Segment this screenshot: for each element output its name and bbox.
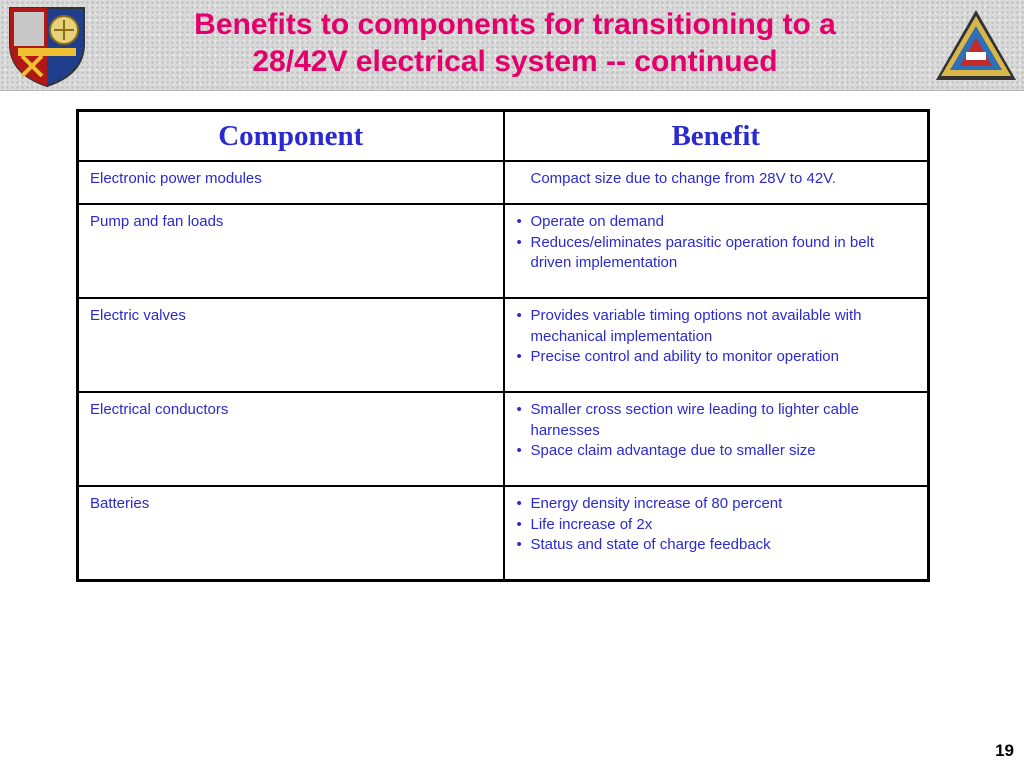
benefit-cell bbox=[504, 298, 929, 392]
slide-title-line-2: 28/42V electrical system -- continued bbox=[252, 45, 778, 78]
table-row bbox=[78, 486, 929, 581]
bullet-icon: • bbox=[516, 213, 522, 230]
bullet-icon: • bbox=[516, 515, 522, 533]
benefit-cell bbox=[504, 161, 929, 204]
benefit-item bbox=[516, 441, 918, 462]
benefit-item bbox=[516, 535, 918, 556]
benefit-item bbox=[516, 400, 918, 441]
bullet-icon: • bbox=[516, 536, 522, 553]
benefit-text: Space claim advantage due to smaller size bbox=[530, 442, 816, 459]
triangle-emblem-logo bbox=[934, 8, 1018, 84]
benefit-text: Reduces/eliminates parasitic operation found in belt driven implementation bbox=[530, 233, 875, 271]
table-row bbox=[78, 298, 929, 392]
page-number: 19 bbox=[995, 741, 1014, 760]
bullet-icon: • bbox=[516, 233, 522, 251]
benefit-text: Provides variable timing options not available with mechanical implementation bbox=[530, 307, 862, 345]
title-banner bbox=[0, 0, 1024, 91]
benefit-item bbox=[516, 494, 918, 515]
benefit-item bbox=[516, 515, 918, 536]
benefit-item bbox=[516, 306, 918, 347]
benefit-item bbox=[516, 212, 918, 233]
benefit-text: Smaller cross section wire leading to lighter cable harnesses bbox=[530, 401, 859, 439]
component-cell: Pump and fan loads bbox=[78, 204, 504, 298]
component-cell: Batteries bbox=[78, 486, 504, 581]
table-row bbox=[78, 204, 929, 298]
table-row bbox=[78, 392, 929, 486]
benefit-cell bbox=[504, 392, 929, 486]
table-row bbox=[78, 161, 929, 204]
bullet-icon: • bbox=[516, 348, 522, 365]
military-crest-logo bbox=[4, 2, 90, 88]
benefit-cell bbox=[504, 204, 929, 298]
bullet-icon: • bbox=[516, 401, 522, 418]
component-cell: Electrical conductors bbox=[78, 392, 504, 486]
benefit-item bbox=[516, 347, 918, 368]
benefit-text: Status and state of charge feedback bbox=[530, 536, 771, 553]
slide-title-line-1: Benefits to components for transitioning to a bbox=[194, 8, 836, 41]
benefit-text: Compact size due to change from 28V to 42V. bbox=[530, 170, 836, 187]
benefit-text: Life increase of 2x bbox=[530, 515, 653, 533]
component-cell: Electric valves bbox=[78, 298, 504, 392]
component-cell: Electronic power modules bbox=[78, 161, 504, 204]
benefits-table bbox=[76, 109, 930, 582]
benefit-item bbox=[516, 233, 918, 274]
bullet-icon: • bbox=[516, 442, 522, 459]
bullet-icon: • bbox=[516, 495, 522, 512]
benefit-text: Precise control and ability to monitor operation bbox=[530, 348, 839, 365]
slide-title bbox=[100, 6, 930, 80]
header-component: Component bbox=[78, 111, 504, 162]
benefit-text: Operate on demand bbox=[530, 213, 664, 230]
table-header-row bbox=[78, 111, 929, 162]
benefit-text: Energy density increase of 80 percent bbox=[530, 495, 783, 512]
benefit-cell bbox=[504, 486, 929, 581]
bullet-icon: • bbox=[516, 307, 522, 324]
header-benefit: Benefit bbox=[504, 111, 929, 162]
